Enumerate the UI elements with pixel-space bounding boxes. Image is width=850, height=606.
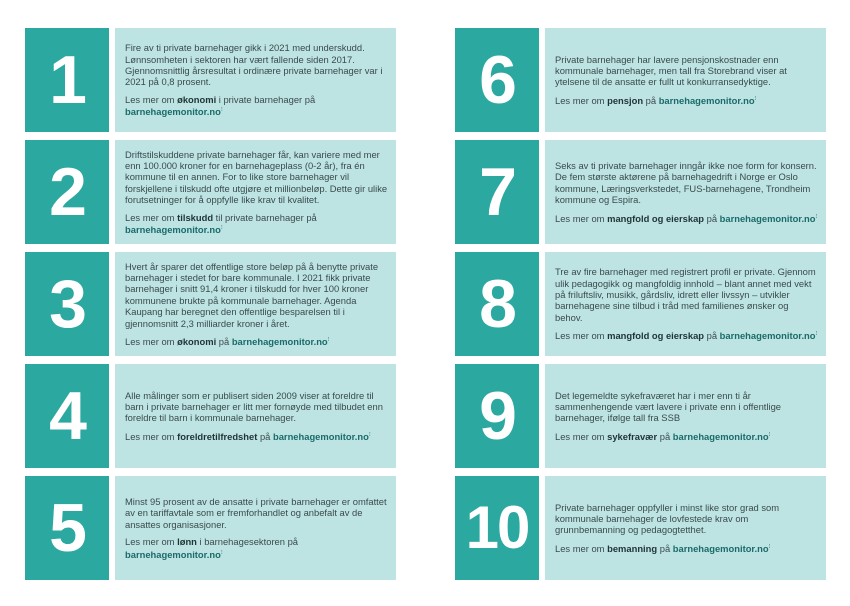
fact-text xyxy=(115,476,396,580)
fact-number: 9 xyxy=(455,364,539,468)
read-more-middle: på xyxy=(704,212,720,224)
barnehagemonitor-link[interactable]: barnehagemonitor.no xyxy=(231,336,328,348)
read-more-middle: på xyxy=(657,542,673,554)
external-link-icon: ⁝ xyxy=(327,336,330,343)
read-more-middle: i barnehagesektoren på xyxy=(196,536,299,548)
fact-text xyxy=(115,252,396,356)
read-more-middle: på xyxy=(216,336,232,348)
right-column xyxy=(455,28,826,580)
read-more-topic: mangfold og eierskap xyxy=(607,212,705,224)
fact-number: 4 xyxy=(25,364,109,468)
fact-body: Fire av ti private barnehager gikk i 2021 med underskudd. Lønnsomheten i sektoren har vært fallende siden 2017. Gjennomsnittlig årsresultat i ordinære private barnehager var i 2021 på 0,8 prosent. xyxy=(125,42,383,88)
read-more-prefix: Les mer om xyxy=(555,94,608,106)
external-link-icon: ⁝ xyxy=(815,331,818,338)
fact-text xyxy=(545,476,826,580)
read-more xyxy=(125,335,388,348)
read-more-prefix: Les mer om xyxy=(125,536,178,548)
read-more-prefix: Les mer om xyxy=(555,212,608,224)
fact-card-6 xyxy=(455,28,826,132)
fact-number: 2 xyxy=(25,140,109,244)
left-column xyxy=(25,28,396,580)
read-more xyxy=(555,212,818,225)
fact-number: 1 xyxy=(25,28,109,132)
read-more xyxy=(555,94,818,107)
barnehagemonitor-link[interactable]: barnehagemonitor.no xyxy=(658,94,755,106)
fact-number: 7 xyxy=(455,140,539,244)
read-more-middle: på xyxy=(257,430,273,442)
fact-number: 8 xyxy=(455,252,539,356)
read-more-prefix: Les mer om xyxy=(125,430,178,442)
external-link-icon: ⁝ xyxy=(815,213,818,220)
read-more-topic: mangfold og eierskap xyxy=(607,330,705,342)
read-more-topic: sykefravær xyxy=(607,430,658,442)
fact-body: Tre av fire barnehager med registrert profil er private. Gjennom ulik pedagogikk og mangfoldig innhold – blant annet med vekt på friluftsliv, musikk, gårdsliv, idrett eller livssyn – utvikler barnehagene sine tilbud i tråd med familienes ønsker og behov. xyxy=(555,266,816,323)
read-more xyxy=(125,430,388,443)
fact-body: Driftstilskuddene private barnehager får, kan variere med mer enn 100.000 kroner for en barnehageplass (0-2 år), fra én kommune til en annen. For to like store barnehager vil forskjellene i tilskudd ofte utgjøre et millionbeløp. Dette gir ulike forutsetninger for å oppfylle like krav til kvalitet. xyxy=(125,148,388,206)
read-more xyxy=(125,212,388,236)
read-more-prefix: Les mer om xyxy=(555,430,608,442)
barnehagemonitor-link[interactable]: barnehagemonitor.no xyxy=(672,542,769,554)
fact-body: Alle målinger som er publisert siden 2009 viser at foreldre til barn i private barnehager er litt mer fornøyde med tilbudet enn foreldre til barn i kommunale barnehager. xyxy=(125,389,383,424)
read-more xyxy=(125,94,388,118)
external-link-icon: ⁝ xyxy=(768,543,771,550)
fact-card-1 xyxy=(25,28,396,132)
external-link-icon: ⁝ xyxy=(754,95,757,102)
read-more xyxy=(555,329,818,342)
fact-number: 5 xyxy=(25,476,109,580)
fact-card-9 xyxy=(455,364,826,468)
fact-body: Private barnehager oppfyller i minst like stor grad som kommunale barnehager de lovfestede krav om grunnbemanning og pedagogtetthet. xyxy=(555,501,780,536)
read-more-prefix: Les mer om xyxy=(555,330,608,342)
read-more-topic: bemanning xyxy=(607,542,658,554)
fact-card-7 xyxy=(455,140,826,244)
fact-card-8 xyxy=(455,252,826,356)
barnehagemonitor-link[interactable]: barnehagemonitor.no xyxy=(719,330,816,342)
barnehagemonitor-link[interactable]: barnehagemonitor.no xyxy=(125,224,221,236)
external-link-icon: ⁝ xyxy=(220,549,223,556)
read-more-prefix: Les mer om xyxy=(125,211,178,223)
fact-text xyxy=(545,364,826,468)
fact-text xyxy=(115,140,396,244)
external-link-icon: ⁝ xyxy=(220,107,223,114)
read-more-topic: økonomi xyxy=(177,336,217,348)
fact-card-2 xyxy=(25,140,396,244)
read-more-prefix: Les mer om xyxy=(125,93,178,105)
fact-body: Minst 95 prosent av de ansatte i private barnehager er omfattet av en tariffavtale som er fremforhandlet og anbefalt av de ansattes organisasjoner. xyxy=(125,495,387,530)
fact-number: 3 xyxy=(25,252,109,356)
external-link-icon: ⁝ xyxy=(220,224,223,231)
fact-text xyxy=(545,140,826,244)
fact-body: Hvert år sparer det offentlige store beløp på å benytte private barnehager i stedet for bare kommunale. I 2021 fikk private barnehager i snitt 91,4 kroner i tilskudd for hver 100 kroner kommunene brukte på kommunale barnehager. Agenda Kaupang har beregnet den offentlige besparelsen til i gjennomsnitt 2,3 milliarder kroner i året. xyxy=(125,260,379,329)
fact-body: Private barnehager har lavere pensjonskostnader enn kommunale barnehager, men tall fra Storebrand viser at ytelsene til de ansatte er fullt ut konkurransedyktige. xyxy=(555,53,787,88)
read-more-prefix: Les mer om xyxy=(555,542,608,554)
read-more xyxy=(555,430,818,443)
fact-text xyxy=(545,28,826,132)
fact-text xyxy=(115,28,396,132)
fact-card-10 xyxy=(455,476,826,580)
barnehagemonitor-link[interactable]: barnehagemonitor.no xyxy=(272,430,369,442)
barnehagemonitor-link[interactable]: barnehagemonitor.no xyxy=(125,106,221,118)
read-more-middle: på xyxy=(657,430,673,442)
fact-body: Det legemeldte sykefraværet har i mer enn ti år sammenhengende vært lavere i private enn i offentlige barnehager, ifølge tall fra SSB xyxy=(555,389,782,424)
external-link-icon: ⁝ xyxy=(768,431,771,438)
fact-text xyxy=(115,364,396,468)
barnehagemonitor-link[interactable]: barnehagemonitor.no xyxy=(719,212,816,224)
read-more-topic: lønn xyxy=(177,536,197,548)
read-more-topic: pensjon xyxy=(607,94,644,106)
read-more-topic: tilskudd xyxy=(177,211,214,223)
read-more xyxy=(555,542,818,555)
read-more-middle: til private barnehager på xyxy=(213,211,317,223)
read-more-middle: på xyxy=(643,94,659,106)
fact-number: 10 xyxy=(455,476,539,580)
fact-number: 6 xyxy=(455,28,539,132)
read-more xyxy=(125,536,388,560)
barnehagemonitor-link[interactable]: barnehagemonitor.no xyxy=(672,430,769,442)
read-more-topic: foreldretilfredshet xyxy=(177,430,258,442)
external-link-icon: ⁝ xyxy=(368,431,371,438)
read-more-prefix: Les mer om xyxy=(125,336,178,348)
read-more-middle: på xyxy=(704,330,720,342)
read-more-middle: i private barnehager på xyxy=(216,93,316,105)
fact-body: Seks av ti private barnehager inngår ikke noe form for konsern. De fem største aktørene på barnehagedrift i Norge er Oslo kommune, Læringsverkstedet, FUS-barnehagene, Trondheim kommune og Espira. xyxy=(555,159,817,206)
fact-text xyxy=(545,252,826,356)
fact-card-5 xyxy=(25,476,396,580)
read-more-topic: økonomi xyxy=(177,93,217,105)
fact-card-3 xyxy=(25,252,396,356)
barnehagemonitor-link[interactable]: barnehagemonitor.no xyxy=(125,548,221,560)
fact-card-4 xyxy=(25,364,396,468)
